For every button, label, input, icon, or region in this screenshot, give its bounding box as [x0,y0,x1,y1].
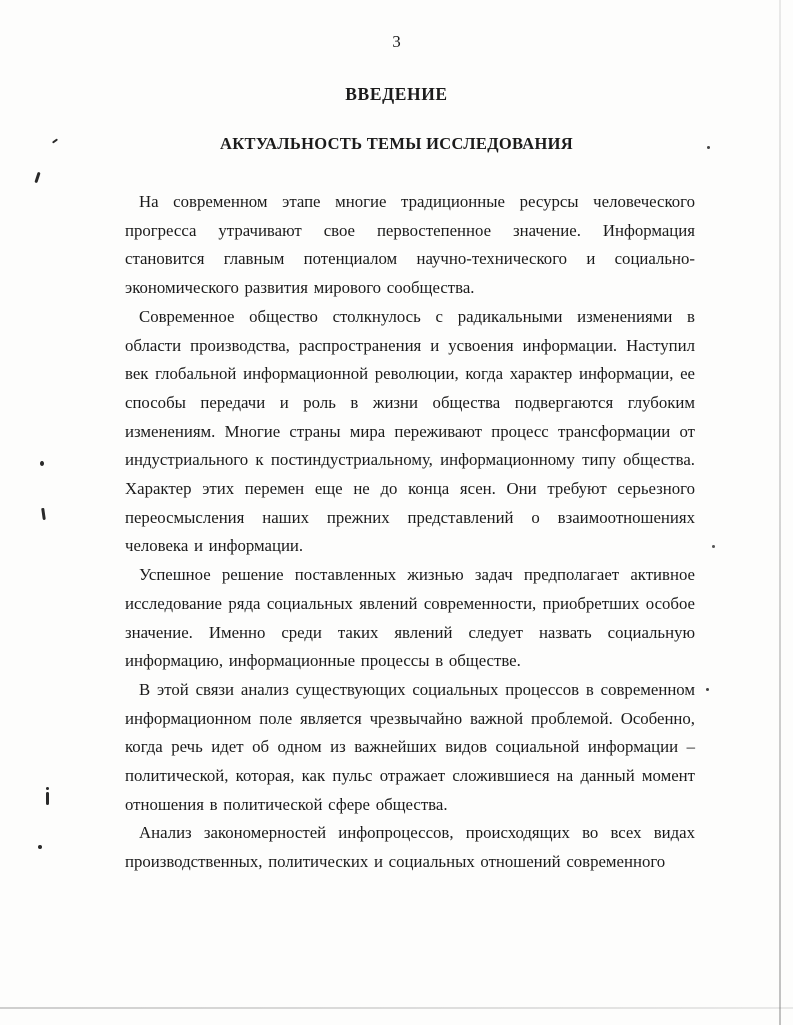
research-topic-subtitle: АКТУАЛЬНОСТЬ ТЕМЫ ИССЛЕДОВАНИЯ [220,134,573,153]
scan-artifact [34,172,40,183]
scan-artifact [41,508,46,520]
paragraph: Современное общество столкнулось с радикальными изменениями в области производства, распространения и усвоения информации. Наступил век глобальной информационной революции, когда характер информации, ее способы передачи и роль в жизни общества подвергаются глубоким изменениям. Многие страны мира переживают процесс трансформации от индустриального к постиндустриальному, информационному типу общества. Характер этих перемен еще не до конца ясен. Они требуют серьезного переосмысления наших прежних представлений о взаимоотношениях человека и информации. [125,306,695,556]
scan-artifact [46,792,49,805]
paragraph: В этой связи анализ существующих социальных процессов в современном информационном поле является чрезвычайно важной проблемой. Особенно, когда речь идет об одном из важнейших видов социальной информации – политической, которая, как пульс отражает сложившиеся на данный момент отношения в политической сфере общества. [125,679,695,814]
paragraph: Анализ закономерностей инфопроцессов, происходящих во всех видах производственных, политических и социальных отношений современного [125,823,695,872]
scan-artifact [706,688,709,691]
body-text [125,188,695,877]
scan-artifact [40,461,44,466]
introduction-title: ВВЕДЕНИЕ [345,84,448,104]
scan-artifact [38,845,42,849]
page-number: 3 [392,32,401,51]
scan-artifact [707,146,710,149]
paragraph: Успешное решение поставленных жизнью задач предполагает активное исследование ряда социальных явлений современности, приобретших особое значение. Именно среди таких явлений следует назвать социальную информацию, информационные процессы в обществе. [125,565,695,671]
scan-artifact [712,545,715,548]
paragraph: На современном этапе многие традиционные ресурсы человеческого прогресса утрачивают свое первостепенное значение. Информация становится главным потенциалом научно-технического и социально-экономического развития мирового сообщества. [125,192,695,298]
page-edge-shadow-right [779,0,781,1025]
page-edge-shadow-bottom [0,1007,793,1009]
